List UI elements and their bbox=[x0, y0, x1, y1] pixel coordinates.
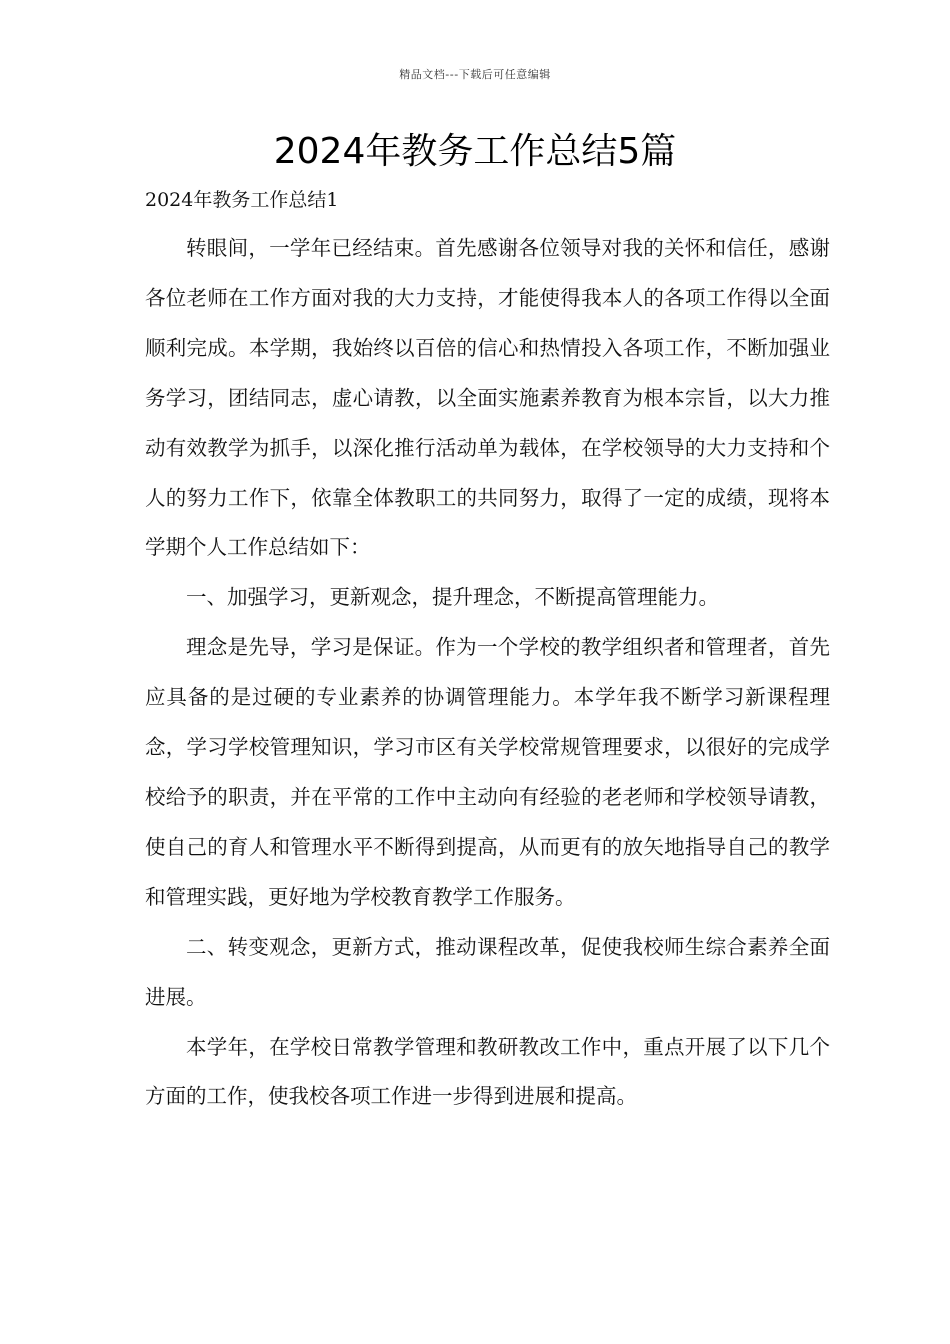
document-title: 2024年教务工作总结5篇 bbox=[273, 131, 677, 172]
header-note: 精品文档---下载后可任意编辑 bbox=[399, 68, 551, 81]
paragraph-heading-one: 一、加强学习，更新观念，提升理念，不断提高管理能力。 bbox=[186, 585, 719, 610]
paragraph-work: 本学年，在学校日常教学管理和教研教改工作中，重点开展了以下几个方面的工作，使我校各项工作进一步得到进展和提高。 bbox=[145, 1034, 830, 1109]
paragraph-heading-two: 二、转变观念，更新方式，推动课程改革，促使我校师生综合素养全面进展。 bbox=[145, 934, 830, 1009]
paragraph-intro: 转眼间，一学年已经结束。首先感谢各位领导对我的关怀和信任，感谢各位老师在工作方面对我的大力支持，才能使得我本人的各项工作得以全面顺利完成。本学期，我始终以百倍的信心和热情投入各项工作，不断加强业务学习，团结同志，虚心请教，以全面实施素养教育为根本宗旨，以大力推动有效教学为抓手，以深化推行活动单为载体，在学校领导的大力支持和个人的努力工作下，依靠全体教职工的共同努力，取得了一定的成绩，现将本学期个人工作总结如下： bbox=[145, 236, 830, 560]
section-heading: 2024年教务工作总结1 bbox=[145, 189, 339, 211]
document-body bbox=[145, 224, 830, 1122]
paragraph-concept: 理念是先导，学习是保证。作为一个学校的教学组织者和管理者，首先应具备的是过硬的专业素养的协调管理能力。本学年我不断学习新课程理念，学习学校管理知识，学习市区有关学校常规管理要求，以很好的完成学校给予的职责，并在平常的工作中主动向有经验的老老师和学校领导请教，使自己的育人和管理水平不断得到提高，从而更有的放矢地指导自己的教学和管理实践，更好地为学校教育教学工作服务。 bbox=[145, 635, 830, 909]
